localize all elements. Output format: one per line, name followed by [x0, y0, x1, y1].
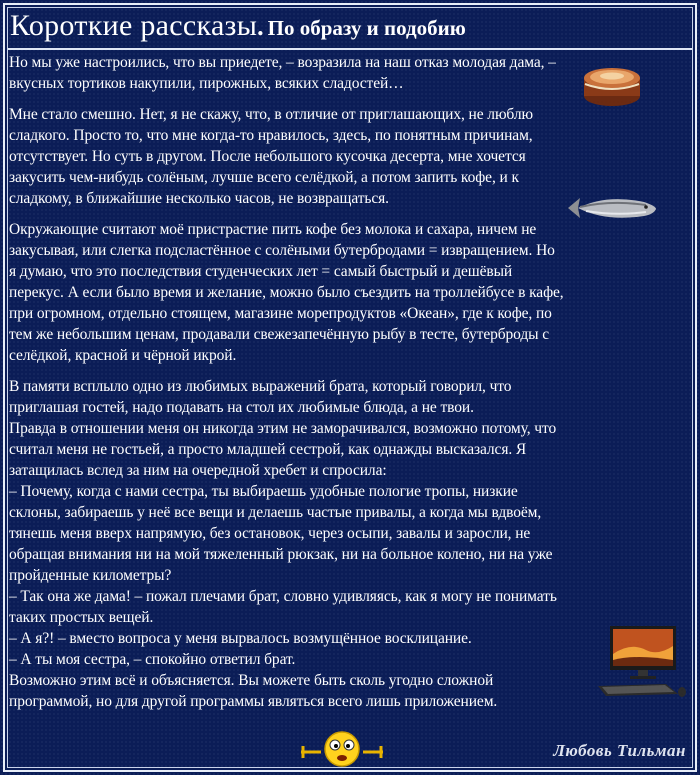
story-line: Возможно этим всё и объясняется. Вы можете быть сколь угодно сложной: [9, 672, 494, 689]
story-line: при огромном, отдельно стоящем, магазине морепродуктов «Океан», где к кофе, по: [9, 305, 552, 322]
story-paragraph: [9, 219, 693, 366]
herring-icon: [566, 192, 658, 224]
story-line: закусывая, или слегка подсластённое с солёными бутербродами = извращением. Но: [9, 242, 555, 259]
story-line: склоны, забираешь у неё все вещи и делаешь частые привалы, а когда мы вдвоём,: [9, 504, 542, 521]
story-line: тянешь меня вверх напрямую, без остановок, через осыпи, завалы и заросли, не: [9, 525, 531, 542]
page-title: Короткие рассказы: [10, 9, 258, 42]
story-line: селёдкой, красной и чёрной икрой.: [9, 347, 237, 364]
story-line: перекус. А если было время и желание, можно было съездить на троллейбусе в кафе,: [9, 284, 564, 301]
story-line: Мне стало смешно. Нет, я не скажу, что, в отличие от приглашающих, не люблю: [9, 106, 533, 123]
story-line: я думаю, что это последствия студенческих лет = самый быстрый и дешёвый: [9, 263, 513, 280]
story-line: приглашая гостей, надо подавать на стол их любимые блюда, а не твои.: [9, 399, 474, 416]
story-line: обращая внимания ни на мой тяжеленный рюкзак, ни на больное колено, ни на уже: [9, 546, 553, 563]
story-line: закусить чем-нибудь солёным, лучше всего селёдкой, а потом запить кофе, и к: [9, 169, 519, 186]
story-line: – Почему, когда с нами сестра, ты выбираешь удобные пологие тропы, низкие: [9, 483, 518, 500]
computer-icon: [596, 624, 688, 702]
story-text: [9, 52, 693, 722]
story-line: тем же небольшим ценам, продавали свежезапечённую рыбу в тесте, бутерброды с: [9, 326, 550, 343]
story-line: сладкого. Просто то, что мне когда-то нравилось, здесь, по понятным причинам,: [9, 127, 533, 144]
story-line: Окружающие считают моё пристрастие пить кофе без молока и сахара, ничем не: [9, 221, 537, 238]
author-signature: Любовь Тильман: [553, 741, 686, 760]
story-line: считал меня не гостьей, а просто младшей сестрой, как однажды высказался. Я: [9, 441, 527, 458]
header: [10, 6, 690, 46]
story-line: – А я?! – вместо вопроса у меня вырвалось возмущённое восклицание.: [9, 630, 472, 647]
story-line: таких простых вещей.: [9, 609, 154, 626]
story-line: – Так она же дама! – пожал плечами брат, словно удивляясь, как я могу не понимать: [9, 588, 557, 605]
title-separator: .: [257, 12, 264, 41]
cake-icon: [582, 64, 642, 108]
story-line: программой, но для другой программы являться всего лишь приложением.: [9, 693, 498, 710]
story-line: пройденные километры?: [9, 567, 172, 584]
story-line: – А ты моя сестра, – спокойно ответил брат.: [9, 651, 296, 668]
story-line: отсутствует. Но суть в другом. После небольшого кусочка десерта, мне хочется: [9, 148, 526, 165]
story-paragraph: [9, 376, 693, 712]
story-line: сладкому, в ближайшие несколько часов, не возвращаться.: [9, 190, 389, 207]
story-line: затащилась вслед за ним на очередной хребет и спросила:: [9, 462, 387, 479]
story-line: вкусных тортиков накупили, пирожных, всяких сладостей…: [9, 75, 404, 92]
story-line: В памяти всплыло одно из любимых выражений брата, который говорил, что: [9, 378, 512, 395]
header-divider: [8, 48, 692, 50]
page-subtitle: По образу и подобию: [267, 16, 466, 40]
smiley-icon: [299, 730, 385, 768]
story-line: Но мы уже настроились, что вы приедете, – возразила на наш отказ молодая дама, –: [9, 54, 556, 71]
story-line: Правда в отношении меня он никогда этим не заморачивался, возможно потому, что: [9, 420, 557, 437]
